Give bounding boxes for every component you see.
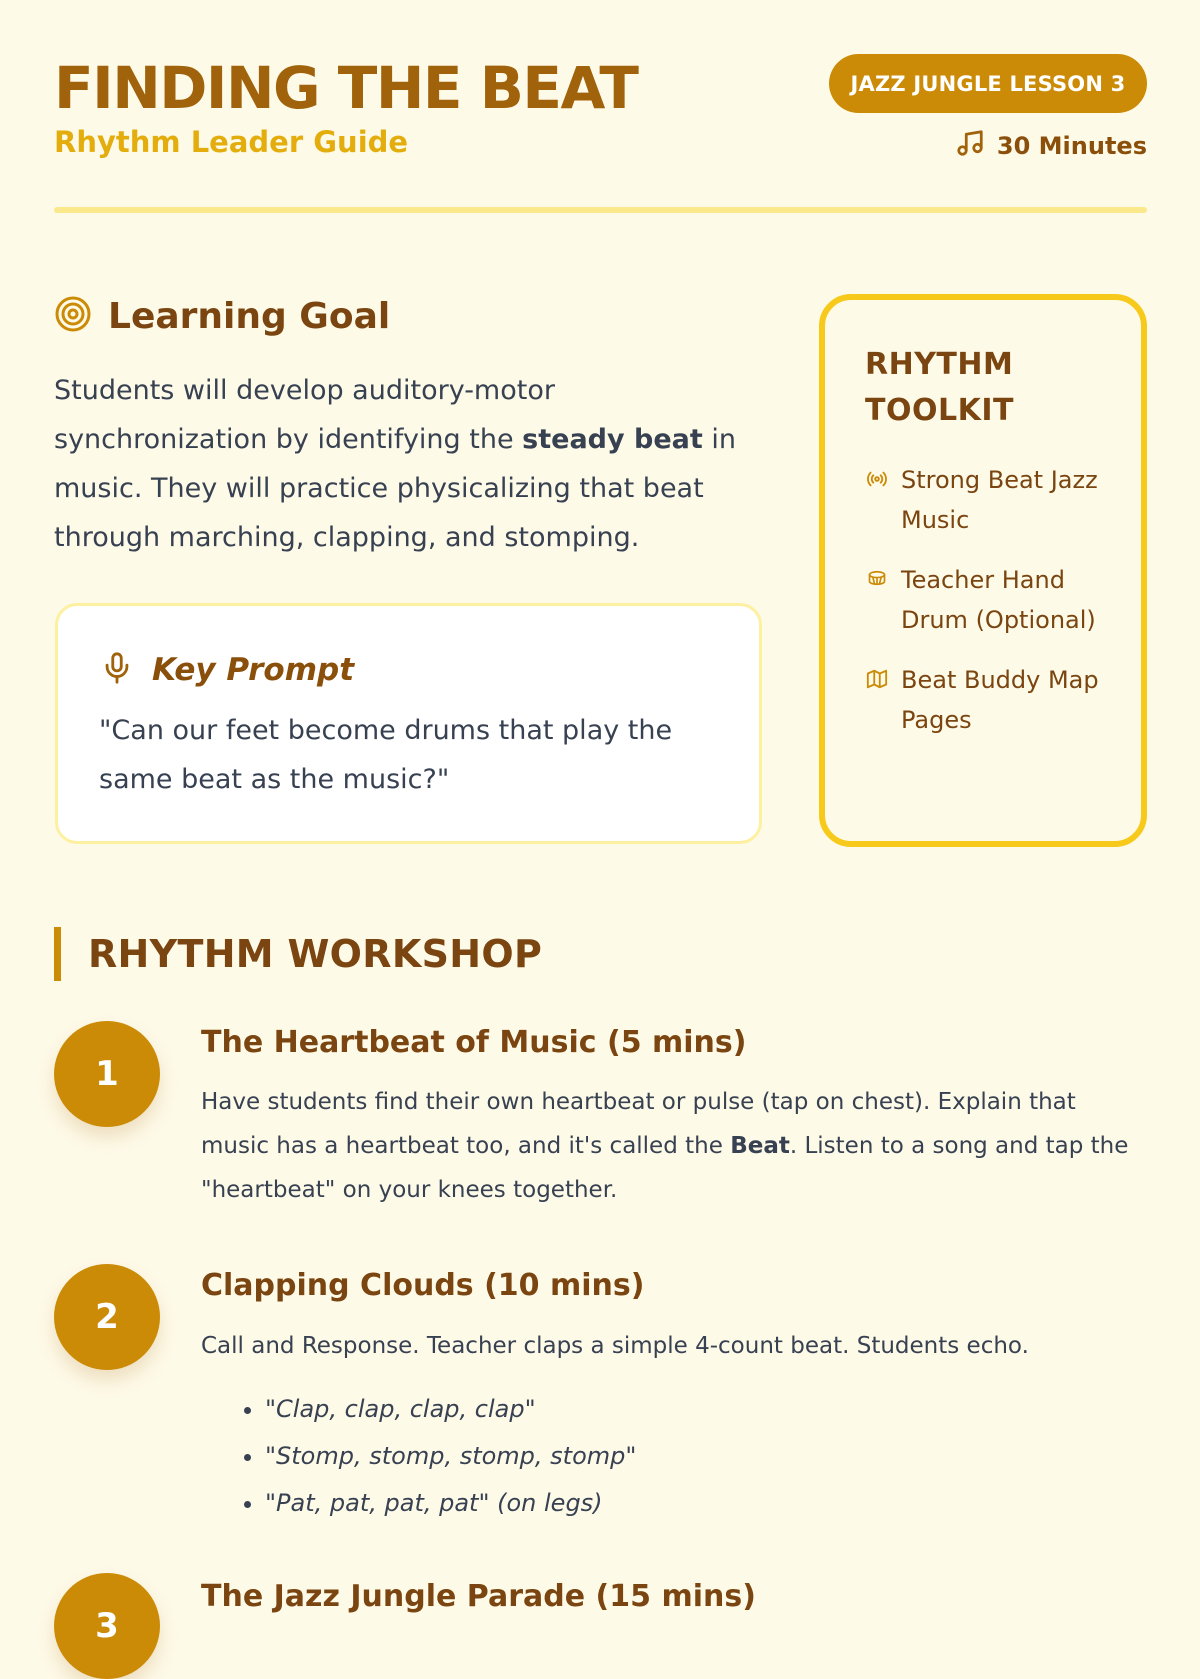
list-item: • "Stomp, stomp, stomp, stomp" <box>265 1433 636 1480</box>
learning-goal-heading <box>54 295 390 337</box>
target-icon <box>54 295 92 337</box>
microphone-icon <box>100 650 134 690</box>
duration-label: 30 Minutes <box>996 132 1147 160</box>
workshop-title: RHYTHM WORKSHOP <box>88 932 543 976</box>
duration-info <box>955 128 1147 164</box>
step-description <box>201 1080 1147 1212</box>
page-subtitle: Rhythm Leader Guide <box>54 125 409 159</box>
drum-icon <box>865 560 889 640</box>
toolkit-title: RHYTHM TOOLKIT <box>865 347 1014 428</box>
step-number-badge: 3 <box>54 1573 160 1679</box>
header-divider <box>54 207 1147 213</box>
step-title: Clapping Clouds (10 mins) <box>201 1268 645 1303</box>
workshop-accent-bar <box>54 927 61 981</box>
toolkit-item-label: Beat Buddy Map Pages <box>901 666 1099 734</box>
step-text-part: Have students find their own heartbeat or pulse (tap on chest). Explain that music has a heartbeat too, and it's called the <box>201 1089 1076 1159</box>
map-icon <box>865 660 889 740</box>
step-title: The Heartbeat of Music (5 mins) <box>201 1025 747 1060</box>
lesson-badge: JAZZ JUNGLE LESSON 3 <box>829 54 1147 113</box>
step-text-part: . Listen to a song and tap the "heartbeat" on your knees together. <box>201 1133 1129 1203</box>
toolkit-item <box>865 460 1121 540</box>
toolkit-item <box>865 560 1121 640</box>
learning-goal-title: Learning Goal <box>108 295 391 337</box>
step-title: The Jazz Jungle Parade (15 mins) <box>201 1579 756 1614</box>
key-prompt-card <box>55 603 762 844</box>
key-prompt-text: "Can our feet become drums that play the same beat as the music?" <box>99 715 673 795</box>
step-number-badge: 2 <box>54 1264 160 1370</box>
goal-text-part: Students will develop auditory-motor synchronization by identifying the <box>54 375 555 455</box>
goal-text-part: in music. They will practice physicalizing that beat through marching, clapping, and stomping. <box>54 424 736 553</box>
learning-goal-text <box>54 366 754 562</box>
step-number-badge: 1 <box>54 1021 160 1127</box>
rhythm-toolkit <box>819 294 1147 847</box>
toolkit-item-label: Teacher Hand Drum (Optional) <box>901 566 1096 634</box>
key-prompt-title: Key Prompt <box>152 652 355 688</box>
goal-text-emphasis: steady beat <box>522 424 703 455</box>
step-bullet-list <box>225 1386 636 1527</box>
list-item: • "Clap, clap, clap, clap" <box>265 1386 636 1433</box>
toolkit-item <box>865 660 1121 740</box>
step-text-emphasis: Beat <box>730 1133 790 1159</box>
toolkit-item-label: Strong Beat Jazz Music <box>901 466 1098 534</box>
key-prompt-heading <box>100 650 354 690</box>
list-item: • "Pat, pat, pat, pat" (on legs) <box>265 1480 636 1527</box>
step-description: Call and Response. Teacher claps a simple 4-count beat. Students echo. <box>201 1333 1029 1359</box>
page-title: FINDING THE BEAT <box>54 54 638 122</box>
music-note-icon <box>955 128 985 164</box>
broadcast-icon <box>865 460 889 540</box>
